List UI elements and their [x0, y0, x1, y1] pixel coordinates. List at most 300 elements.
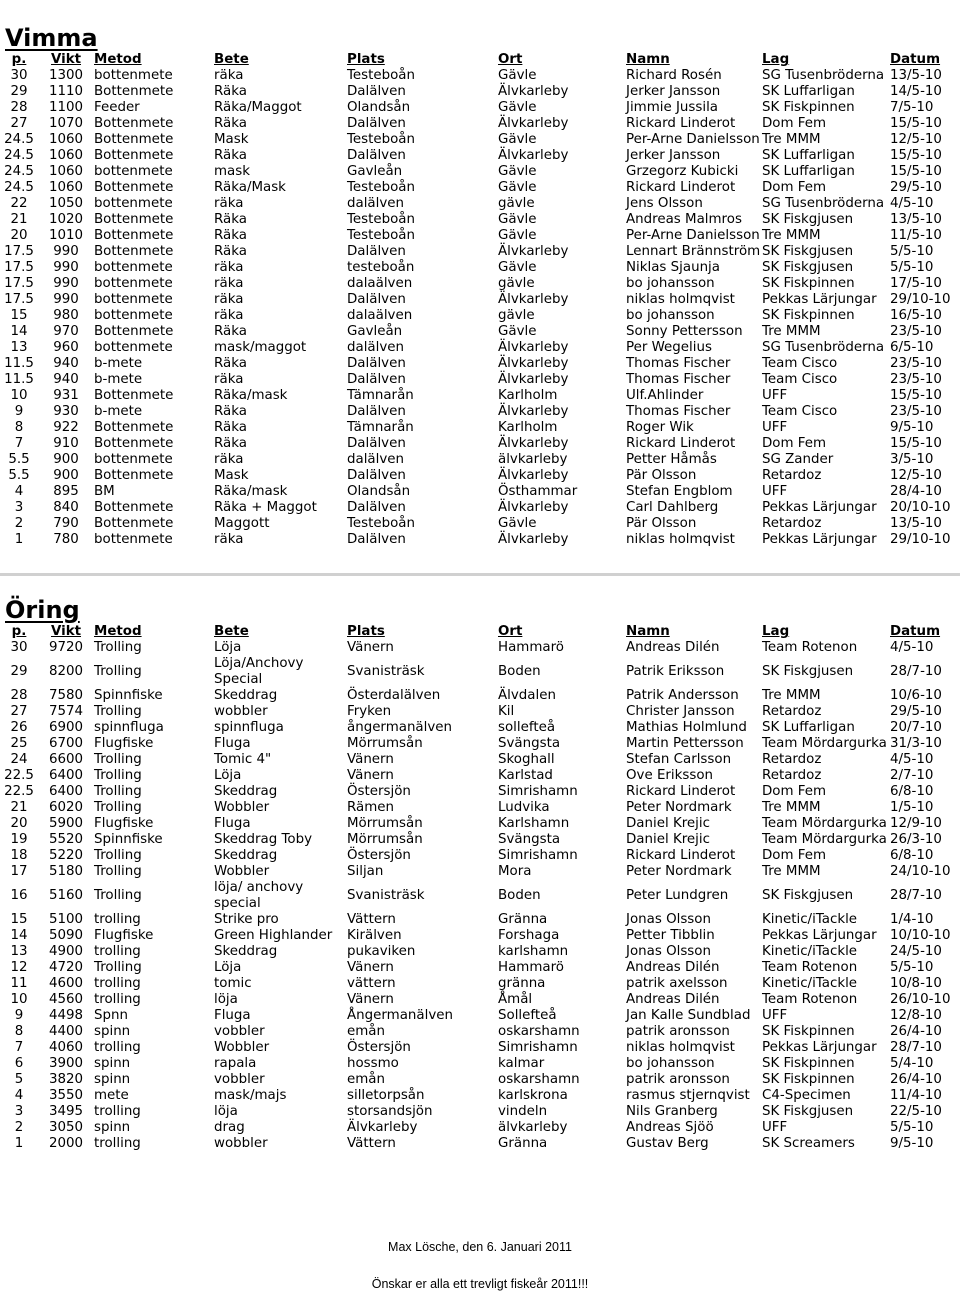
cell-ort: Gävle: [498, 132, 537, 147]
cell-bete: löja: [214, 1104, 238, 1119]
section-divider: [0, 573, 960, 576]
cell-vikt: 3050: [48, 1120, 84, 1135]
cell-namn: Petter Tibblin: [626, 928, 715, 943]
cell-ort: Älvkarleby: [498, 356, 569, 371]
cell-namn: Lennart Brännström: [626, 244, 761, 259]
cell-bete: Räka/Mask: [214, 180, 286, 195]
cell-namn: Peter Nordmark: [626, 864, 732, 879]
cell-plats: Fryken: [347, 704, 392, 719]
cell-datum: 12/9-10: [890, 816, 942, 831]
cell-namn: Jonas Olsson: [626, 912, 711, 927]
cell-datum: 15/5-10: [890, 116, 942, 131]
cell-namn: Rickard Linderot: [626, 116, 736, 131]
cell-plats: pukaviken: [347, 944, 416, 959]
cell-lag: Kinetic/iTackle: [762, 912, 858, 927]
cell-namn: Mathias Holmlund: [626, 720, 747, 735]
cell-lag: SG Zander: [762, 452, 834, 467]
cell-bete: vobbler: [214, 1024, 265, 1039]
cell-bete: mask: [214, 164, 250, 179]
cell-datum: 9/5-10: [890, 1136, 934, 1151]
cell-namn: Andreas Sjöö: [626, 1120, 714, 1135]
column-header-datum: Datum: [890, 624, 941, 639]
cell-plats: Testeboån: [347, 180, 415, 195]
table-row: [0, 356, 960, 372]
cell-vikt: 990: [53, 276, 79, 291]
cell-vikt: 895: [53, 484, 79, 499]
cell-p: 18: [10, 848, 28, 863]
cell-plats: Testeboån: [347, 132, 415, 147]
cell-vikt: 900: [53, 468, 79, 483]
cell-plats: Dalälven: [347, 372, 406, 387]
cell-ort: Gävle: [498, 516, 537, 531]
cell-bete: Tomic 4": [214, 752, 272, 767]
footer-greeting: Önskar er alla ett trevligt fiskeår 2011!!!: [371, 1277, 589, 1291]
cell-lag: C4-Specimen: [762, 1088, 851, 1103]
cell-bete: Löja: [214, 640, 242, 655]
cell-ort: gävle: [498, 276, 535, 291]
cell-datum: 29/5-10: [890, 704, 942, 719]
oring-table: [0, 624, 960, 1152]
cell-plats: Dalälven: [347, 148, 406, 163]
cell-namn: Jerker Jansson: [626, 148, 721, 163]
cell-plats: Dalälven: [347, 468, 406, 483]
cell-metod: spinnfluga: [94, 720, 164, 735]
cell-namn: Christer Jansson: [626, 704, 735, 719]
cell-datum: 17/5-10: [890, 276, 942, 291]
table-row: [0, 976, 960, 992]
cell-metod: Bottenmete: [94, 180, 174, 195]
table-row: [0, 468, 960, 484]
cell-namn: patrik aronsson: [626, 1072, 730, 1087]
cell-lag: SK Luffarligan: [762, 720, 855, 735]
cell-datum: 13/5-10: [890, 68, 942, 83]
table-row: [0, 308, 960, 324]
cell-bete: Räka: [214, 420, 247, 435]
cell-p: 11: [10, 976, 28, 991]
table-row: [0, 928, 960, 944]
cell-metod: trolling: [94, 1040, 141, 1055]
cell-vikt: 990: [53, 292, 79, 307]
cell-bete: Skeddrag: [214, 784, 278, 799]
cell-datum: 23/5-10: [890, 324, 942, 339]
cell-metod: Feeder: [94, 100, 140, 115]
table-row: [0, 1136, 960, 1152]
cell-metod: Spinnfiske: [94, 832, 163, 847]
cell-p: 24.5: [4, 180, 34, 195]
cell-datum: 29/10-10: [890, 532, 951, 547]
vimma-table: [0, 52, 960, 548]
cell-namn: Grzegorz Kubicki: [626, 164, 739, 179]
cell-datum: 15/5-10: [890, 164, 942, 179]
cell-datum: 5/5-10: [890, 1120, 934, 1135]
cell-plats: Dalälven: [347, 436, 406, 451]
cell-plats: dalälven: [347, 452, 405, 467]
cell-namn: Jimmie Jussila: [626, 100, 719, 115]
cell-lag: UFF: [762, 388, 788, 403]
footer-signature: Max Lösche, den 6. Januari 2011: [388, 1240, 572, 1254]
table-row: [0, 736, 960, 752]
cell-namn: Andreas Dilén: [626, 992, 720, 1007]
cell-bete: räka: [214, 68, 244, 83]
cell-datum: 11/5-10: [890, 228, 942, 243]
cell-p: 20: [10, 816, 28, 831]
cell-datum: 5/5-10: [890, 960, 934, 975]
cell-metod: trolling: [94, 912, 141, 927]
cell-metod: Bottenmete: [94, 228, 174, 243]
cell-metod: trolling: [94, 1136, 141, 1151]
cell-metod: Bottenmete: [94, 388, 174, 403]
cell-p: 9: [14, 404, 24, 419]
cell-datum: 6/8-10: [890, 848, 934, 863]
cell-lag: Pekkas Lärjungar: [762, 292, 877, 307]
cell-metod: trolling: [94, 1104, 141, 1119]
cell-metod: trolling: [94, 944, 141, 959]
cell-metod: spinn: [94, 1056, 131, 1071]
cell-p: 6: [14, 1056, 24, 1071]
table-row: [0, 1008, 960, 1024]
cell-metod: Trolling: [94, 960, 142, 975]
cell-plats: dalaälven: [347, 276, 413, 291]
column-header-plats: Plats: [347, 52, 385, 67]
cell-bete: Fluga: [214, 1008, 251, 1023]
cell-metod: bottenmete: [94, 260, 173, 275]
table-row: [0, 784, 960, 800]
cell-metod: Bottenmete: [94, 500, 174, 515]
cell-plats: hossmo: [347, 1056, 399, 1071]
cell-metod: bottenmete: [94, 68, 173, 83]
cell-datum: 29/5-10: [890, 180, 942, 195]
cell-vikt: 980: [53, 308, 79, 323]
cell-vikt: 930: [53, 404, 79, 419]
cell-p: 29: [10, 664, 28, 679]
cell-lag: Pekkas Lärjungar: [762, 532, 877, 547]
cell-namn: Carl Dahlberg: [626, 500, 719, 515]
cell-lag: Tre MMM: [762, 864, 821, 879]
cell-plats: Älvkarleby: [347, 1120, 418, 1135]
cell-p: 21: [10, 800, 28, 815]
cell-vikt: 1060: [48, 148, 84, 163]
column-header-plats: Plats: [347, 624, 385, 639]
cell-vikt: 1060: [48, 132, 84, 147]
table-row: [0, 68, 960, 84]
cell-vikt: 9720: [48, 640, 84, 655]
cell-lag: Tre MMM: [762, 800, 821, 815]
cell-ort: Älvkarleby: [498, 292, 569, 307]
cell-lag: Team Mördargurka: [762, 832, 887, 847]
cell-lag: SK Fiskpinnen: [762, 1072, 855, 1087]
table-row: [0, 148, 960, 164]
cell-datum: 26/4-10: [890, 1024, 942, 1039]
cell-vikt: 5520: [48, 832, 84, 847]
cell-ort: Mora: [498, 864, 532, 879]
cell-p: 12: [10, 960, 28, 975]
cell-namn: Ulf.Ahlinder: [626, 388, 704, 403]
cell-ort: Kil: [498, 704, 515, 719]
cell-p: 17.5: [4, 244, 34, 259]
cell-lag: Pekkas Lärjungar: [762, 1040, 877, 1055]
cell-ort: Karlstad: [498, 768, 553, 783]
cell-ort: Gränna: [498, 1136, 548, 1151]
cell-datum: 28/7-10: [890, 1040, 942, 1055]
table-row: [0, 688, 960, 704]
cell-p: 13: [10, 944, 28, 959]
cell-p: 22.5: [4, 768, 34, 783]
cell-ort: Forshaga: [498, 928, 560, 943]
cell-plats: Svanisträsk: [347, 888, 425, 903]
cell-ort: karlskrona: [498, 1088, 568, 1103]
cell-metod: spinn: [94, 1120, 131, 1135]
column-header-namn: Namn: [626, 52, 670, 67]
cell-datum: 6/8-10: [890, 784, 934, 799]
cell-lag: SG Tusenbröderna: [762, 68, 885, 83]
table-row: [0, 768, 960, 784]
cell-ort: Östhammar: [498, 484, 578, 499]
cell-ort: Älvkarleby: [498, 340, 569, 355]
cell-ort: Gränna: [498, 912, 548, 927]
oring-title: Öring: [5, 596, 80, 624]
header-row: [0, 624, 960, 640]
cell-metod: Bottenmete: [94, 468, 174, 483]
cell-lag: Tre MMM: [762, 324, 821, 339]
cell-vikt: 5100: [48, 912, 84, 927]
cell-bete: Maggott: [214, 516, 270, 531]
cell-p: 7: [14, 436, 24, 451]
table-row: [0, 656, 960, 688]
cell-namn: Jens Olsson: [626, 196, 703, 211]
cell-ort: Älvkarleby: [498, 532, 569, 547]
cell-datum: 24/5-10: [890, 944, 942, 959]
cell-ort: Sollefteå: [498, 1008, 557, 1023]
cell-plats: Dalälven: [347, 84, 406, 99]
table-row: [0, 800, 960, 816]
cell-plats: Östersjön: [347, 848, 411, 863]
cell-metod: Flugfiske: [94, 928, 154, 943]
cell-namn: Per-Arne Danielsson: [626, 228, 760, 243]
cell-lag: Retardoz: [762, 468, 822, 483]
cell-vikt: 4498: [48, 1008, 84, 1023]
cell-lag: Team Rotenon: [762, 992, 858, 1007]
cell-plats: Vänern: [347, 992, 394, 1007]
cell-lag: Team Rotenon: [762, 960, 858, 975]
table-row: [0, 324, 960, 340]
cell-ort: sollefteå: [498, 720, 556, 735]
column-header-p: p.: [11, 624, 27, 639]
table-row: [0, 832, 960, 848]
cell-namn: Andreas Dilén: [626, 960, 720, 975]
cell-namn: Stefan Carlsson: [626, 752, 732, 767]
cell-datum: 7/5-10: [890, 100, 934, 115]
table-row: [0, 912, 960, 928]
cell-bete: Räka/mask: [214, 484, 288, 499]
cell-lag: Dom Fem: [762, 784, 827, 799]
header-row: [0, 52, 960, 68]
cell-ort: oskarshamn: [498, 1072, 580, 1087]
cell-p: 22.5: [4, 784, 34, 799]
cell-lag: UFF: [762, 1008, 788, 1023]
cell-vikt: 900: [53, 452, 79, 467]
cell-ort: Boden: [498, 888, 541, 903]
table-row: [0, 84, 960, 100]
table-row: [0, 164, 960, 180]
cell-p: 2: [14, 516, 24, 531]
cell-plats: Testeboån: [347, 212, 415, 227]
cell-bete: Löja: [214, 960, 242, 975]
cell-vikt: 990: [53, 244, 79, 259]
cell-namn: Stefan Engblom: [626, 484, 733, 499]
cell-plats: Tämnarån: [347, 420, 414, 435]
cell-metod: Trolling: [94, 704, 142, 719]
table-row: [0, 404, 960, 420]
cell-lag: SK Fiskgjusen: [762, 888, 854, 903]
cell-datum: 10/10-10: [890, 928, 951, 943]
cell-namn: bo johansson: [626, 276, 715, 291]
cell-bete: mask/majs: [214, 1088, 287, 1103]
cell-bete: Skeddrag Toby: [214, 832, 313, 847]
cell-vikt: 5160: [48, 888, 84, 903]
column-header-metod: Metod: [94, 624, 142, 639]
cell-bete: räka: [214, 292, 244, 307]
cell-lag: Tre MMM: [762, 228, 821, 243]
cell-p: 25: [10, 736, 28, 751]
cell-lag: UFF: [762, 420, 788, 435]
cell-vikt: 3820: [48, 1072, 84, 1087]
cell-datum: 31/3-10: [890, 736, 942, 751]
cell-namn: Daniel Krejic: [626, 816, 710, 831]
cell-plats: Dalälven: [347, 244, 406, 259]
table-row: [0, 372, 960, 388]
cell-metod: b-mete: [94, 404, 143, 419]
cell-datum: 6/5-10: [890, 340, 934, 355]
cell-metod: b-mete: [94, 356, 143, 371]
cell-namn: Rickard Linderot: [626, 180, 736, 195]
cell-vikt: 1300: [48, 68, 84, 83]
cell-bete: Räka: [214, 324, 247, 339]
cell-lag: SK Luffarligan: [762, 84, 855, 99]
cell-vikt: 940: [53, 356, 79, 371]
cell-lag: Team Cisco: [762, 372, 838, 387]
cell-namn: Peter Lundgren: [626, 888, 729, 903]
cell-namn: Jan Kalle Sundblad: [626, 1008, 751, 1023]
cell-plats: Ångermanälven: [347, 1008, 453, 1023]
cell-lag: SK Fiskpinnen: [762, 100, 855, 115]
cell-namn: niklas holmqvist: [626, 532, 735, 547]
cell-p: 8: [14, 420, 24, 435]
cell-ort: Älvkarleby: [498, 116, 569, 131]
cell-p: 22: [10, 196, 28, 211]
table-row: [0, 452, 960, 468]
cell-metod: Bottenmete: [94, 84, 174, 99]
cell-plats: Dalälven: [347, 500, 406, 515]
cell-vikt: 790: [53, 516, 79, 531]
cell-ort: Älvdalen: [498, 688, 556, 703]
cell-bete: Räka: [214, 84, 247, 99]
cell-metod: spinn: [94, 1072, 131, 1087]
cell-vikt: 6900: [48, 720, 84, 735]
cell-p: 3: [14, 1104, 24, 1119]
cell-vikt: 3550: [48, 1088, 84, 1103]
cell-vikt: 1060: [48, 164, 84, 179]
cell-lag: SK Screamers: [762, 1136, 855, 1151]
cell-namn: Andreas Dilén: [626, 640, 720, 655]
cell-plats: Gavleån: [347, 164, 403, 179]
cell-bete: räka: [214, 260, 244, 275]
cell-bete: rapala: [214, 1056, 257, 1071]
cell-plats: Dalälven: [347, 356, 406, 371]
cell-plats: dalälven: [347, 340, 405, 355]
cell-vikt: 5180: [48, 864, 84, 879]
cell-p: 28: [10, 688, 28, 703]
table-row: [0, 132, 960, 148]
cell-metod: Flugfiske: [94, 816, 154, 831]
cell-vikt: 4600: [48, 976, 84, 991]
cell-bete: Räka: [214, 148, 247, 163]
cell-datum: 20/10-10: [890, 500, 951, 515]
cell-plats: Vänern: [347, 640, 394, 655]
cell-datum: 4/5-10: [890, 752, 934, 767]
cell-ort: Boden: [498, 664, 541, 679]
cell-p: 29: [10, 84, 28, 99]
cell-metod: Trolling: [94, 664, 142, 679]
cell-metod: Trolling: [94, 768, 142, 783]
cell-vikt: 960: [53, 340, 79, 355]
cell-metod: Bottenmete: [94, 436, 174, 451]
cell-ort: Hammarö: [498, 640, 564, 655]
cell-ort: kalmar: [498, 1056, 545, 1071]
cell-datum: 26/3-10: [890, 832, 942, 847]
cell-p: 1: [14, 532, 24, 547]
cell-plats: Testeboån: [347, 228, 415, 243]
table-row: [0, 640, 960, 656]
cell-bete: Wobbler: [214, 864, 270, 879]
cell-p: 27: [10, 116, 28, 131]
cell-namn: Niklas Sjaunja: [626, 260, 720, 275]
cell-metod: Bottenmete: [94, 148, 174, 163]
cell-bete: wobbler: [214, 704, 268, 719]
cell-p: 26: [10, 720, 28, 735]
cell-namn: Nils Granberg: [626, 1104, 718, 1119]
cell-lag: Pekkas Lärjungar: [762, 928, 877, 943]
cell-p: 17.5: [4, 292, 34, 307]
cell-p: 27: [10, 704, 28, 719]
cell-namn: Patrik Eriksson: [626, 664, 725, 679]
cell-bete: Mask: [214, 468, 249, 483]
cell-p: 14: [10, 928, 28, 943]
cell-vikt: 5900: [48, 816, 84, 831]
cell-bete: Skeddrag: [214, 944, 278, 959]
cell-plats: Vänern: [347, 752, 394, 767]
cell-plats: Svanisträsk: [347, 664, 425, 679]
cell-lag: UFF: [762, 484, 788, 499]
cell-metod: trolling: [94, 976, 141, 991]
cell-namn: Sonny Pettersson: [626, 324, 743, 339]
cell-ort: Älvkarleby: [498, 500, 569, 515]
cell-p: 13: [10, 340, 28, 355]
cell-metod: Spnn: [94, 1008, 128, 1023]
cell-lag: SK Fiskpinnen: [762, 276, 855, 291]
cell-datum: 28/7-10: [890, 888, 942, 903]
cell-lag: Retardoz: [762, 516, 822, 531]
cell-namn: Jonas Olsson: [626, 944, 711, 959]
cell-bete: Wobbler: [214, 1040, 270, 1055]
cell-ort: Gävle: [498, 260, 537, 275]
cell-plats: Testeboån: [347, 516, 415, 531]
cell-namn: Richard Rosén: [626, 68, 722, 83]
cell-vikt: 1100: [48, 100, 84, 115]
cell-ort: Älvkarleby: [498, 372, 569, 387]
cell-lag: Dom Fem: [762, 180, 827, 195]
cell-p: 17.5: [4, 260, 34, 275]
cell-metod: Trolling: [94, 848, 142, 863]
